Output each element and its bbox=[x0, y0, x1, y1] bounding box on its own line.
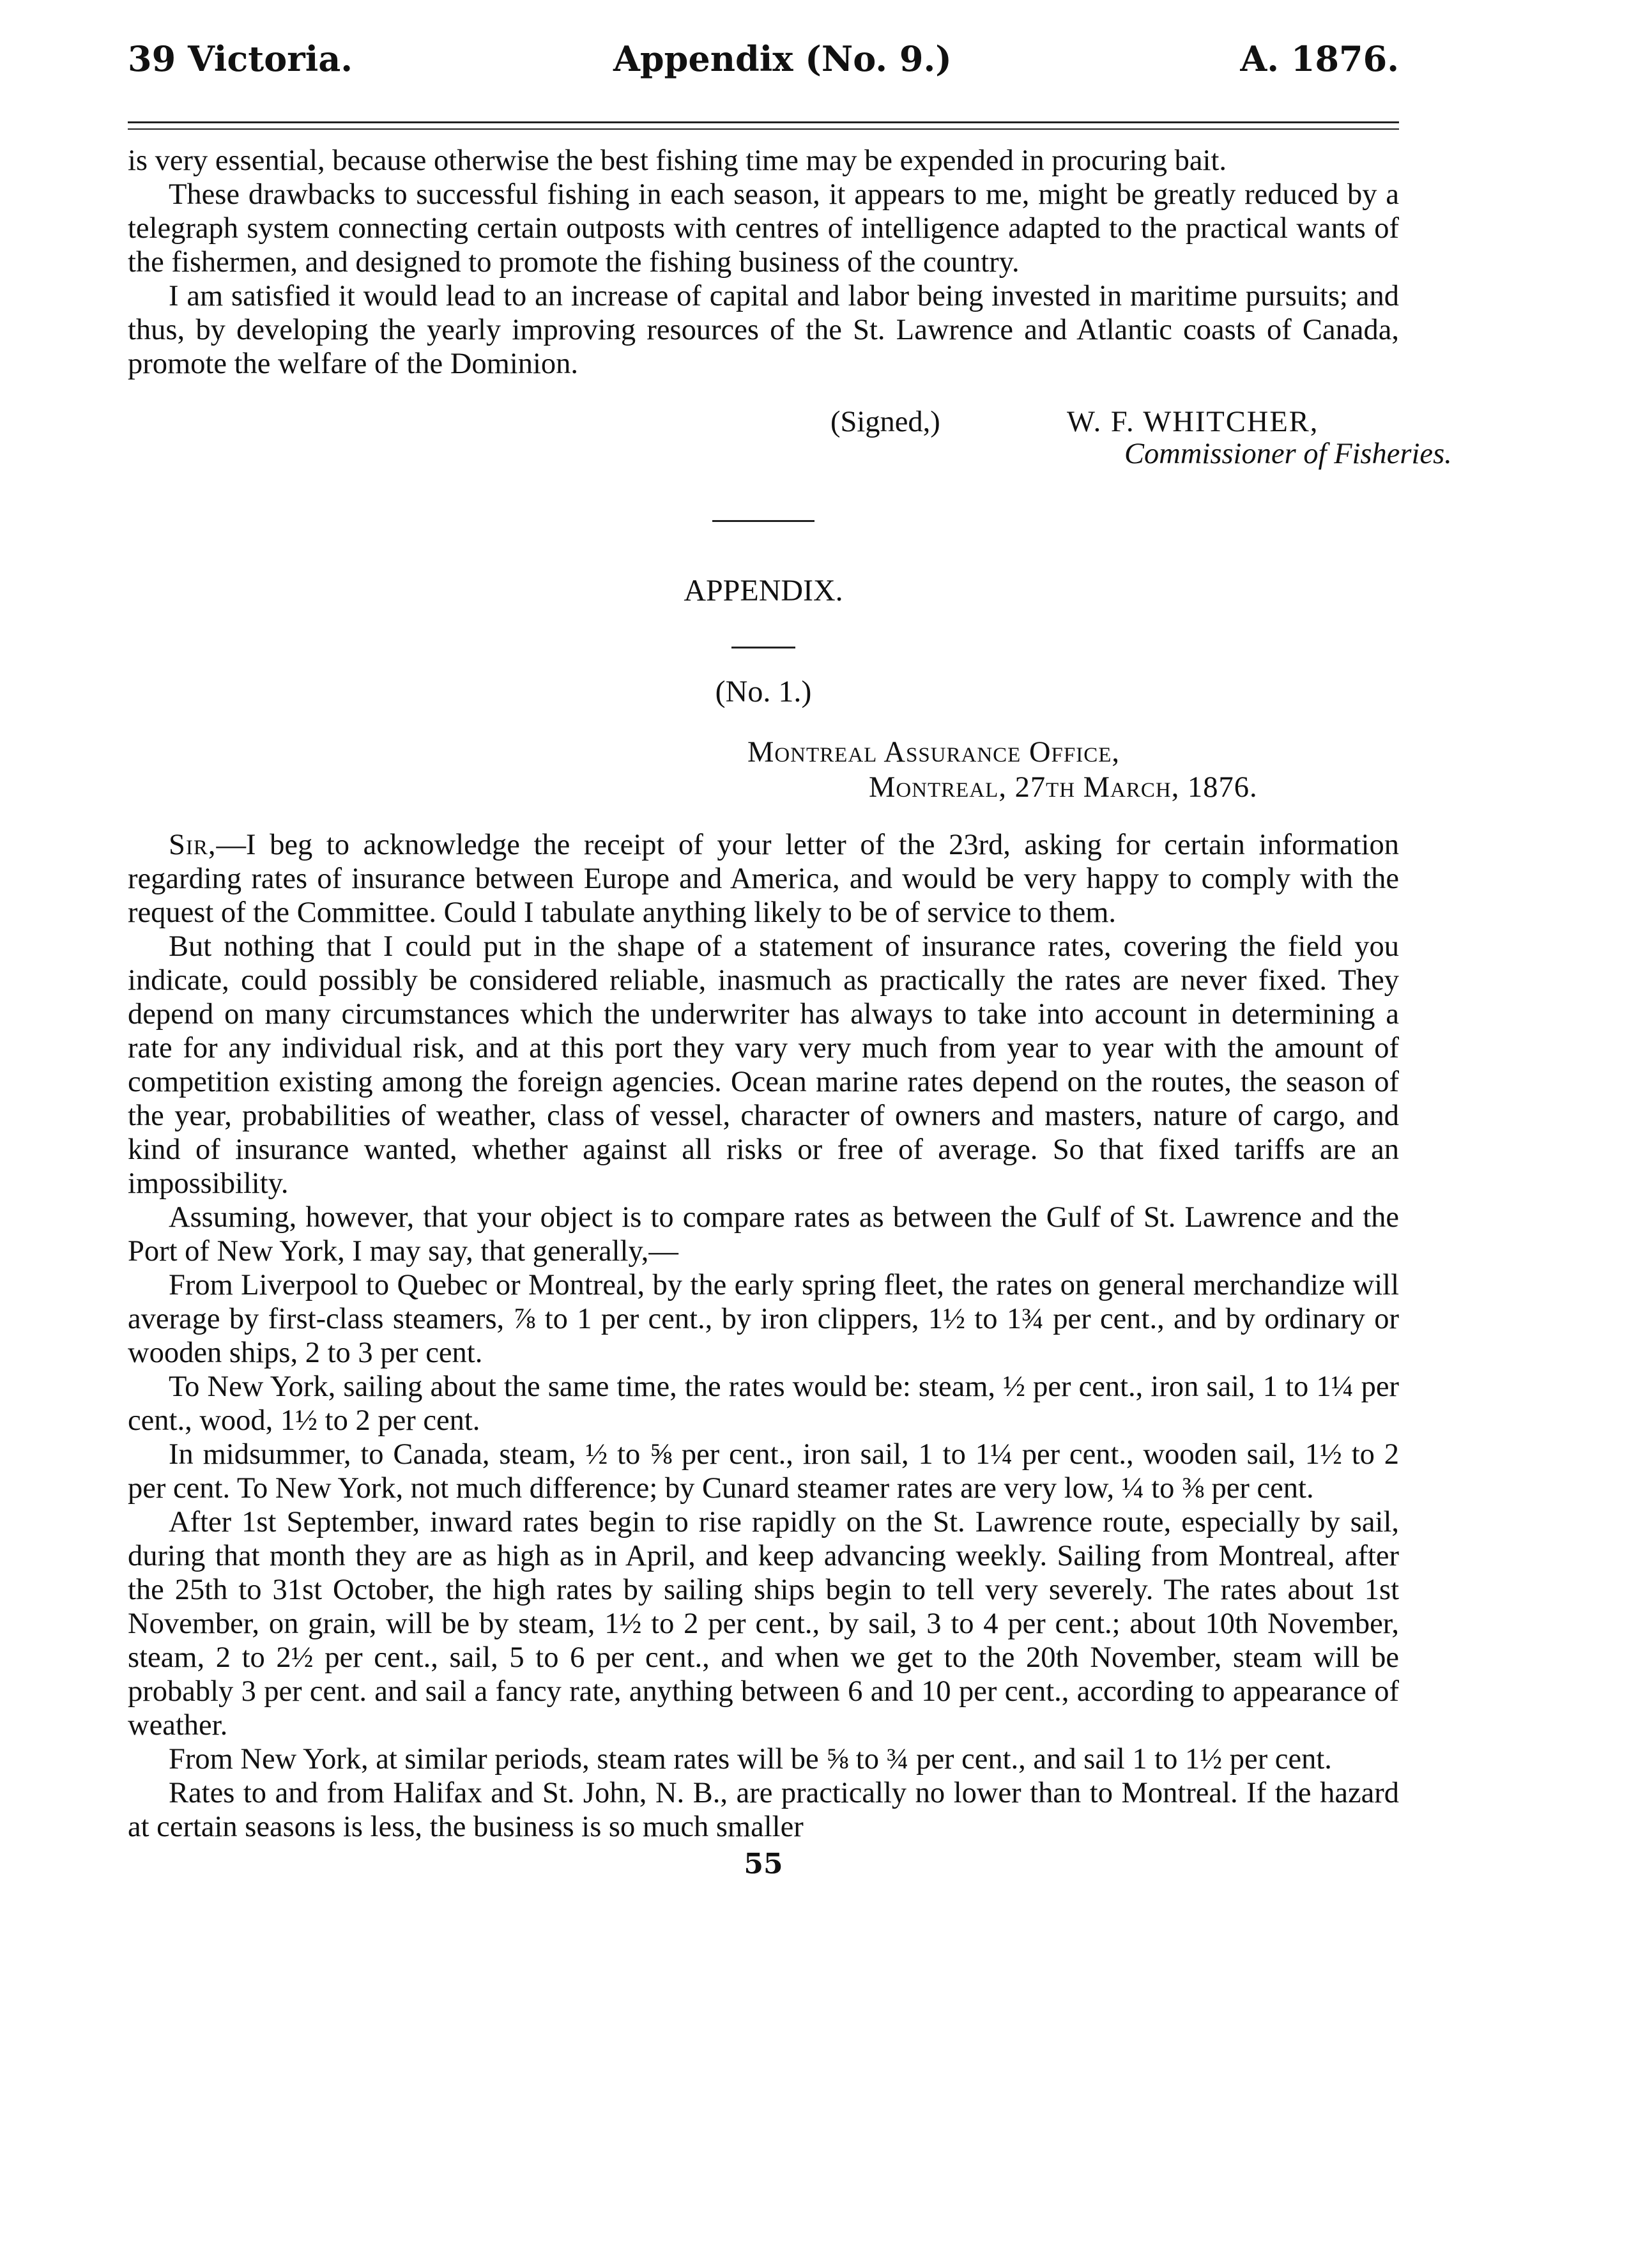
signatory-name: W. F. WHITCHER, bbox=[1067, 406, 1319, 438]
paragraph: To New York, sailing about the same time, the rates would be: steam, ½ per cent., iron sail, 1 to 1¼ per cent., wood, 1½ to 2 per cent. bbox=[128, 1370, 1399, 1437]
header-session: 39 Victoria. bbox=[128, 38, 353, 79]
letter-address bbox=[128, 735, 1399, 805]
paragraph: is very essential, because otherwise the best fishing time may be expended in procuring bait. bbox=[128, 144, 1227, 177]
paragraph: These drawbacks to successful fishing in each season, it appears to me, might be greatly reduced by a telegraph system connecting certain outposts with centres of intelligence adapted to the practical wants of the fishermen, and designed to promote the fishing business of the country. bbox=[128, 178, 1399, 279]
signed-label: (Signed,) bbox=[830, 406, 940, 438]
appendix-heading: APPENDIX. bbox=[684, 574, 843, 608]
paragraph-text: —I beg to acknowledge the receipt of your letter of the 23rd, asking for certain information regarding rates of insurance between Europe and America, and would be very happy to comply with the request of the Committee. Could I tabulate anything likely to be of service to them. bbox=[128, 829, 1399, 929]
address-line-date: Montreal, 27th March, 1876. bbox=[869, 771, 1258, 804]
header-double-rule bbox=[128, 121, 1399, 130]
page-number: 55 bbox=[744, 1848, 783, 1880]
header-appendix: Appendix (No. 9.) bbox=[613, 38, 952, 79]
running-header bbox=[128, 26, 1399, 83]
paragraph: But nothing that I could put in the shape of a statement of insurance rates, covering the field you indicate, could possibly be considered reliable, inasmuch as practically the rates are never fixed. They depend on many circumstances which the underwriter has always to take into account in determining a rate for any individual risk, and at this port they vary very much from year to year with the amount of competition existing among the foreign agencies. Ocean marine rates depend on the routes, the season of the year, probabilities of weather, class of vessel, character of owners and masters, nature of cargo, and kind of insurance wanted, whether against all risks or free of average. So that fixed tariffs are an impossibility. bbox=[128, 930, 1399, 1200]
paragraph: I am satisfied it would lead to an increase of capital and labor being invested in maritime pursuits; and thus, by developing the yearly improving resources of the St. Lawrence and Atlantic coasts of Canada, promote the welfare of the Dominion. bbox=[128, 280, 1399, 380]
paragraph: Rates to and from Halifax and St. John, N. B., are practically no lower than to Montreal. If the hazard at certain seasons is less, the business is so much smaller bbox=[128, 1777, 1399, 1843]
document-page bbox=[128, 26, 1452, 2236]
intro-section bbox=[128, 144, 1399, 381]
address-line-office: Montreal Assurance Office, bbox=[747, 736, 1120, 769]
paragraph: From New York, at similar periods, steam rates will be ⅝ to ¾ per cent., and sail 1 to 1½ per cent. bbox=[169, 1743, 1332, 1776]
salutation: Sir, bbox=[169, 829, 217, 861]
paragraph: After 1st September, inward rates begin to rise rapidly on the St. Lawrence route, especially by sail, during that month they are as high as in April, and keep advancing weekly. Sailing from Montreal, after the 25th to 31st October, the high rates by sailing ships begin to tell very severely. The rates about 1st November, on grain, will be by steam, 1½ to 2 per cent., by sail, 3 to 4 per cent.; about 10th November, steam, 2 to 2½ per cent., sail, 5 to 6 per cent., and when we get to the 20th November, steam will be probably 3 per cent. and sail a fancy rate, anything between 6 and 10 per cent., according to appearance of weather. bbox=[128, 1506, 1399, 1742]
paragraph: Assuming, however, that your object is to compare rates as between the Gulf of St. Lawrence and the Port of New York, I may say, that generally,— bbox=[128, 1201, 1399, 1268]
signatory-title: Commissioner of Fisheries. bbox=[1124, 438, 1452, 470]
header-year: A. 1876. bbox=[1240, 38, 1399, 79]
signature-block bbox=[0, 405, 1652, 475]
paragraph: From Liverpool to Quebec or Montreal, by the early spring fleet, the rates on general merchandize will average by first-class steamers, ⅞ to 1 per cent., by iron clippers, 1½ to 1¾ per cent., and by ordinary or wooden ships, 2 to 3 per cent. bbox=[128, 1269, 1399, 1369]
number-heading: (No. 1.) bbox=[715, 675, 812, 709]
letter-body bbox=[128, 828, 1399, 1844]
paragraph bbox=[128, 828, 1399, 930]
paragraph: In midsummer, to Canada, steam, ½ to ⅝ per cent., iron sail, 1 to 1¼ per cent., wooden sail, 1½ to 2 per cent. To New York, not much difference; by Cunard steamer rates are very low, ¼ to ⅜ per cent. bbox=[128, 1438, 1399, 1505]
